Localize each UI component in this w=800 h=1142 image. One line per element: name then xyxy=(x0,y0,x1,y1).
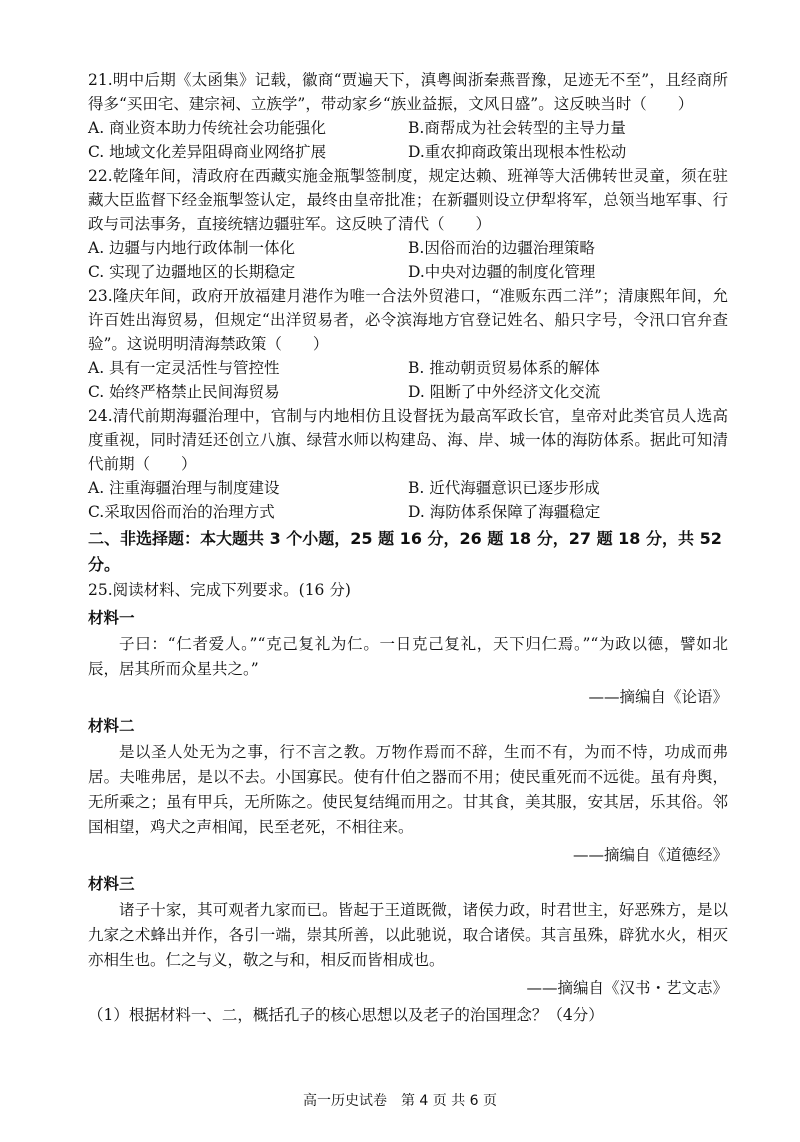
option-c: C. 实现了边疆地区的长期稳定 xyxy=(88,263,296,281)
question-21 xyxy=(88,68,728,164)
option-b: B.商帮成为社会转型的主导力量 xyxy=(408,119,626,137)
option-b: B.因俗而治的边疆治理策略 xyxy=(408,239,595,257)
question-22 xyxy=(88,164,728,284)
option-c: C. 地域文化差异阻碍商业网络扩展 xyxy=(88,143,327,161)
option-list xyxy=(88,356,728,404)
option-b: B. 推动朝贡贸易体系的解体 xyxy=(408,359,600,377)
option-list xyxy=(88,476,728,524)
page-footer: 高一历史试卷 第 4 页 共 6 页 xyxy=(302,1093,498,1109)
option-c: C.采取因俗而治的治理方式 xyxy=(88,503,275,521)
option-list xyxy=(88,116,728,164)
sub-question-1: （1）根据材料一、二，概括孔子的核心思想以及老子的治国理念？（4分） xyxy=(88,1006,604,1024)
question-stem: 21.明中后期《太函集》记载，徽商“贾遍天下，滇粤闽浙秦燕晋豫，足迹无不至”，且经商所得多“买田宅、建宗祠、立族学”，带动家乡“族业益振，文风日盛”。这反映当时（ ） xyxy=(88,71,728,113)
option-c: C. 始终严格禁止民间海贸易 xyxy=(88,383,280,401)
question-24 xyxy=(88,404,728,524)
question-23 xyxy=(88,284,728,404)
material-2 xyxy=(88,714,728,868)
material-text: 诸子十家，其可观者九家而已。皆起于王道既微，诸侯力政，时君世主，好恶殊方，是以九家之术蜂出并作，各引一端，崇其所善，以此驰说，取合诸侯。其言虽殊，辟犹水火，相灭亦相生也。仁之与义，敬之与和，相反而皆相成也。 xyxy=(88,901,728,969)
material-text: 是以圣人处无为之事，行不言之教。万物作焉而不辞，生而不有，为而不恃，功成而弗居。夫唯弗居，是以不去。小国寡民。使有什伯之器而不用；使民重死而不远徙。虽有舟舆，无所乘之；虽有甲兵，无所陈之。使民复结绳而用之。甘其食，美其服，安其居，乐其俗。邻国相望，鸡犬之声相闻，民至老死，不相往来。 xyxy=(88,743,728,836)
option-a: A. 边疆与内地行政体制一体化 xyxy=(88,239,296,257)
question-stem: 23.隆庆年间，政府开放福建月港作为唯一合法外贸港口，“准贩东西二洋”；清康熙年间，允许百姓出海贸易，但规定“出洋贸易者，必令滨海地方官登记姓名、船只字号，令汛口官弁查验”。这说明明清海禁政策（ ） xyxy=(88,287,728,353)
exam-page xyxy=(88,68,728,1027)
question-stem: 24.清代前期海疆治理中，官制与内地相仿且设督抚为最高军政长官，皇帝对此类官员人选高度重视，同时清廷还创立八旗、绿营水师以构建岛、海、岸、城一体的海防体系。据此可知清代前期（ ） xyxy=(88,407,728,473)
option-d: D.重农抑商政策出现根本性松动 xyxy=(408,143,627,161)
material-label: 材料二 xyxy=(88,717,135,735)
option-b: B. 近代海疆意识已逐步形成 xyxy=(408,479,600,497)
question-25-intro: 25.阅读材料、完成下列要求。(16 分) xyxy=(88,581,351,599)
material-source: ——摘编自《汉书・艺文志》 xyxy=(526,979,728,997)
section-heading: 二、非选择题：本大题共 3 个小题，25 题 16 分，26 题 18 分，27 题 18 分，共 52 分。 xyxy=(88,529,722,574)
material-3 xyxy=(88,872,728,1001)
material-1 xyxy=(88,606,728,710)
option-list xyxy=(88,236,728,284)
option-d: D. 海防体系保障了海疆稳定 xyxy=(408,503,601,521)
material-source: ——摘编自《道德经》 xyxy=(572,846,728,864)
question-stem: 22.乾隆年间，清政府在西藏实施金瓶掣签制度，规定达赖、班禅等大活佛转世灵童，须在驻藏大臣监督下经金瓶掣签认定，最终由皇帝批准；在新疆则设立伊犁将军，总领当地军事、行政与司法事务，直接统辖边疆驻军。这反映了清代（ ） xyxy=(88,167,728,233)
material-text: 子曰：“仁者爱人。”“克己复礼为仁。一日克己复礼，天下归仁焉。”“为政以德，譬如北辰，居其所而众星共之。” xyxy=(88,635,728,678)
material-source: ——摘编自《论语》 xyxy=(588,688,728,706)
option-d: D. 阻断了中外经济文化交流 xyxy=(408,383,601,401)
option-a: A. 具有一定灵活性与管控性 xyxy=(88,359,280,377)
option-a: A. 注重海疆治理与制度建设 xyxy=(88,479,280,497)
option-a: A. 商业资本助力传统社会功能强化 xyxy=(88,119,327,137)
option-d: D.中央对边疆的制度化管理 xyxy=(408,263,596,281)
material-label: 材料一 xyxy=(88,609,135,627)
material-label: 材料三 xyxy=(88,875,135,893)
